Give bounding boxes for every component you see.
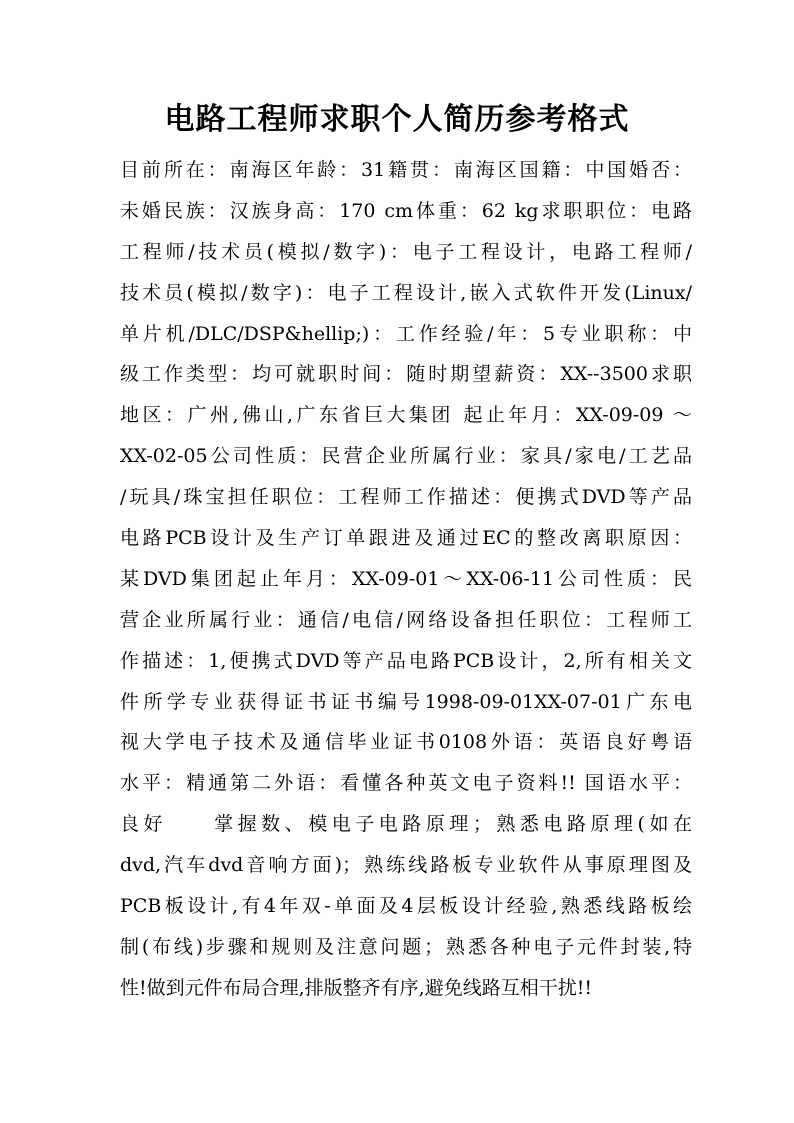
body-line-4: 技术员(模拟/数字)：电子工程设计,嵌入式软件开发(Linux/ xyxy=(120,281,692,304)
body-line-2: 未婚民族：汉族身高：170 cm体重：62 kg求职职位：电路 xyxy=(120,199,692,222)
body-line-19: PCB板设计,有4年双-单面及4层板设计经验,熟悉线路板绘 xyxy=(120,895,692,918)
body-line-5: 单片机/DLC/DSP&hellip;)：工作经验/年：5专业职称：中 xyxy=(120,322,692,345)
body-line-20: 制(布线)步骤和规则及注意问题；熟悉各种电子元件封装,特 xyxy=(120,935,692,958)
body-line-9: /玩具/珠宝担任职位：工程师工作描述：便携式DVD等产品 xyxy=(120,486,692,509)
body-line-17: 良好 掌握数、模电子电路原理；熟悉电路原理(如在 xyxy=(120,813,692,836)
body-line-1: 目前所在：南海区年龄：31籍贯：南海区国籍：中国婚否： xyxy=(120,159,692,181)
body-line-16: 水平：精通第二外语：看懂各种英文电子资料!! 国语水平： xyxy=(120,772,692,795)
body-line-7: 地区：广州,佛山,广东省巨大集团 起止年月：XX-09-09 ～ xyxy=(120,404,692,427)
body-line-11: 某DVD集团起止年月：XX-09-01～XX-06-11公司性质：民 xyxy=(120,567,692,590)
document-body xyxy=(120,150,692,1009)
body-line-6: 级工作类型：均可就职时间：随时期望薪资：XX--3500求职 xyxy=(120,363,692,386)
body-line-21: 性!做到元件布局合理,排版整齐有序,避免线路互相干扰!! xyxy=(120,976,592,999)
body-line-12: 营企业所属行业：通信/电信/网络设备担任职位：工程师工 xyxy=(120,608,692,631)
body-line-18: dvd,汽车dvd音响方面)；熟练线路板专业软件从事原理图及 xyxy=(120,854,692,877)
body-line-13: 作描述：1,便携式DVD等产品电路PCB设计，2,所有相关文 xyxy=(120,649,692,672)
body-line-10: 电路PCB设计及生产订单跟进及通过EC的整改离职原因： xyxy=(120,527,692,550)
body-line-8: XX-02-05公司性质：民营企业所属行业：家具/家电/工艺品 xyxy=(120,445,692,468)
body-line-3: 工程师/技术员(模拟/数字)：电子工程设计，电路工程师/ xyxy=(120,240,692,263)
body-line-15: 视大学电子技术及通信毕业证书0108外语：英语良好粤语 xyxy=(120,731,692,754)
body-line-14: 件所学专业获得证书证书编号1998-09-01XX-07-01广东电 xyxy=(120,690,692,713)
document-title: 电路工程师求职个人简历参考格式 xyxy=(164,102,630,137)
